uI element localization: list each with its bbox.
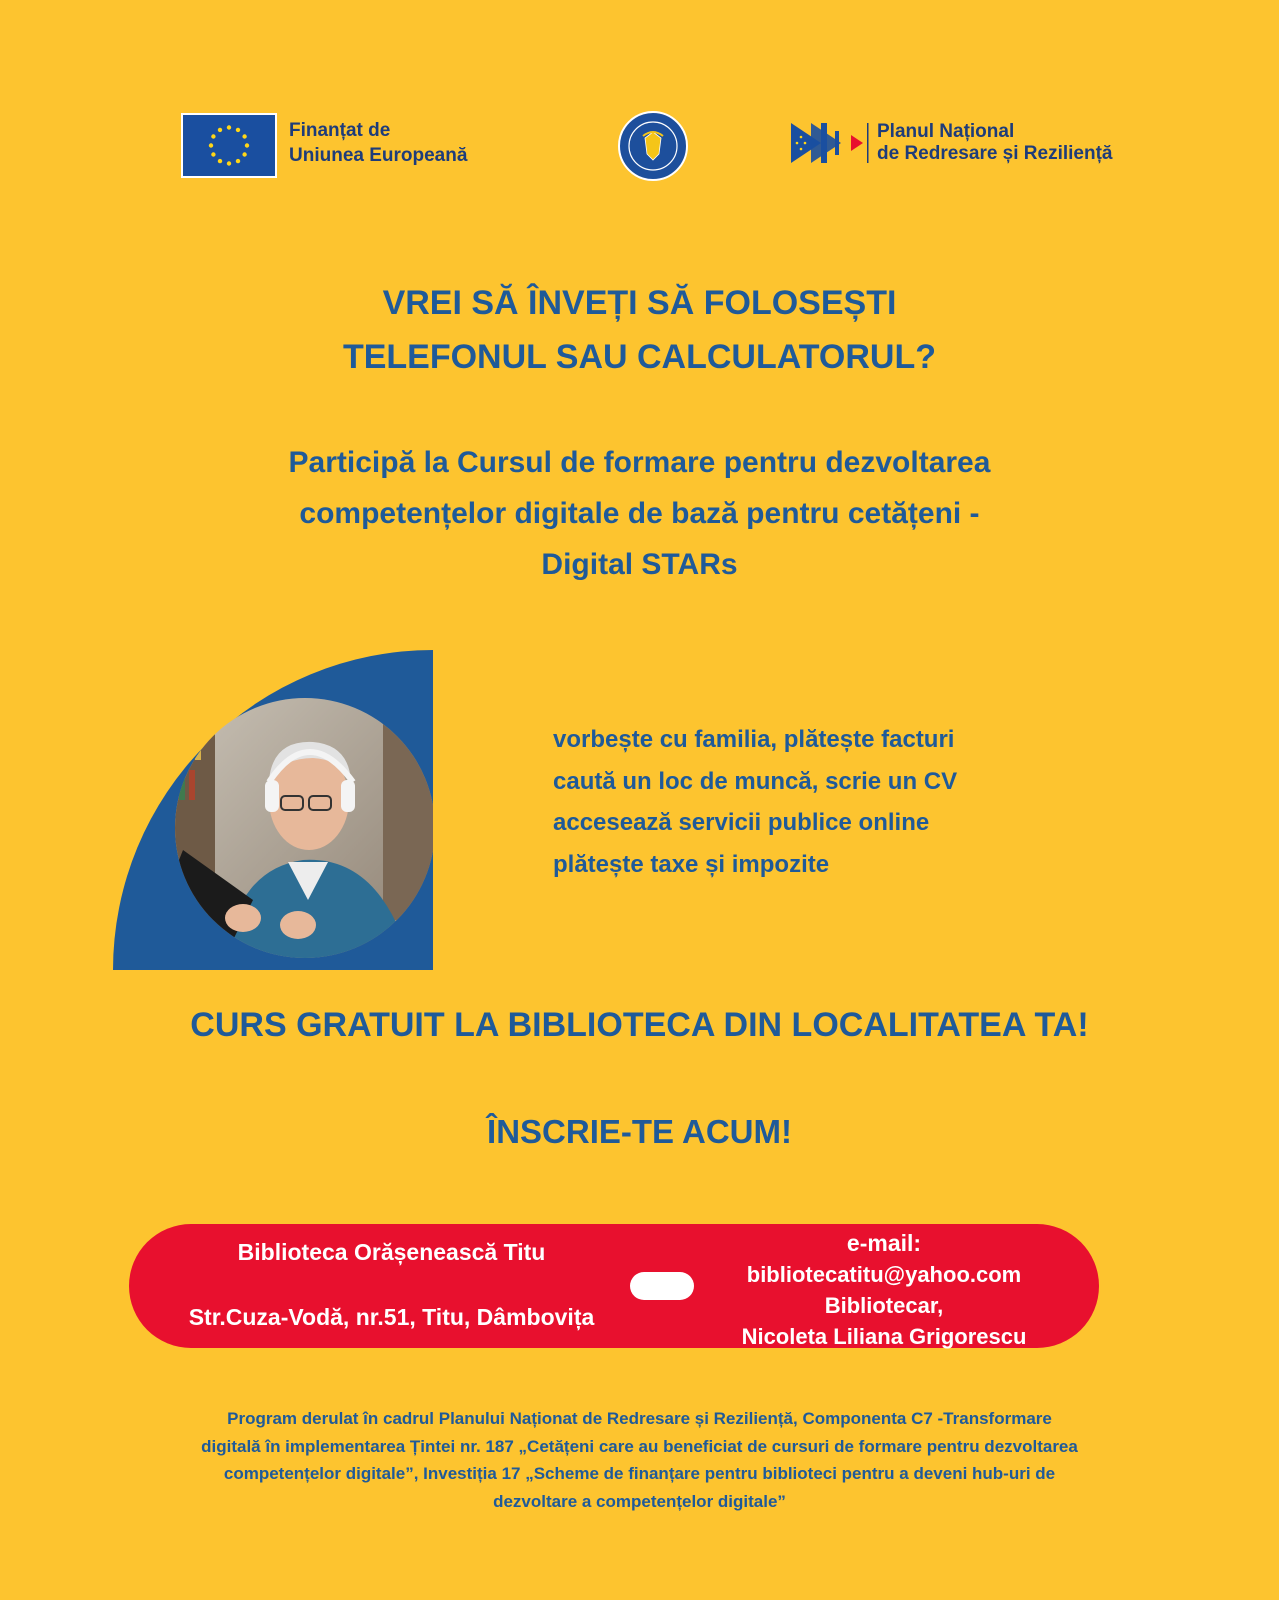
pnrr-label [877, 121, 1113, 165]
eu-star-icon [245, 143, 249, 147]
headline-line-2: TELEFONUL SAU CALCULATORUL? [342, 338, 937, 376]
librarian-name: Nicoleta Liliana Grigorescu [741, 1324, 1027, 1349]
eu-star-icon [227, 161, 231, 165]
eu-star-icon [227, 125, 231, 129]
email-address[interactable]: bibliotecatitu@yahoo.com [746, 1262, 1022, 1287]
pnrr-logo-icon [791, 121, 871, 165]
program-footnote [150, 1405, 1129, 1515]
eu-line-1: Finanțat de [289, 120, 391, 141]
benefit-item: plătește taxe și impozite [553, 850, 830, 878]
toggle-shape [630, 1272, 694, 1300]
library-name: Biblioteca Orășenească Titu [237, 1239, 546, 1265]
register-now-headline: ÎNSCRIE-TE ACUM! [487, 1113, 792, 1150]
pnrr-line-2: de Redresare și Reziliență [877, 143, 1113, 164]
eu-star-icon [242, 134, 246, 138]
eu-star-icon [209, 143, 213, 147]
eu-star-icon [236, 159, 240, 163]
library-address: Str.Cuza-Vodă, nr.51, Titu, Dâmbovița [188, 1304, 595, 1330]
benefit-item: caută un loc de muncă, scrie un CV [553, 767, 958, 795]
main-headline [0, 276, 1279, 384]
eu-flag-icon [181, 113, 277, 178]
sub-line-1: Participă la Cursul de formare pentru dezvoltarea [288, 446, 991, 479]
eu-star-icon [218, 128, 222, 132]
footer-line-2: digitală în implementarea Țintei nr. 187 „Cetățeni care au beneficiat de cursuri de formare pentru dezvoltarea [201, 1436, 1078, 1456]
eu-funding-label [289, 118, 467, 168]
sub-line-3: Digital STARs [541, 548, 738, 581]
benefit-item: accesează servicii publice online [553, 809, 930, 836]
benefit-item: vorbește cu familia, plătește facturi [553, 726, 955, 753]
eu-line-2: Uniunea Europeană [289, 145, 468, 166]
librarian-role: Bibliotecar, [824, 1293, 944, 1318]
footer-line-1: Program derulat în cadrul Planului Naționat de Redresare și Reziliență, Componenta C7 -Transformare [227, 1409, 1052, 1428]
senior-with-tablet-photo [113, 650, 433, 970]
course-description [0, 437, 1279, 590]
eu-star-icon [211, 152, 215, 156]
headline-line-1: VREI SĂ ÎNVEȚI SĂ FOLOSEȘTI [382, 284, 897, 322]
eu-star-icon [242, 152, 246, 156]
email-label: e-mail: [846, 1230, 922, 1256]
benefits-list [553, 719, 957, 885]
contact-banner [129, 1224, 1099, 1348]
eu-star-icon [236, 128, 240, 132]
contact-details [699, 1228, 1069, 1352]
sub-line-2: competențelor digitale de bază pentru cetățeni - [299, 497, 980, 530]
government-seal-icon [617, 110, 689, 182]
eu-star-icon [211, 134, 215, 138]
footer-line-3: competențelor digitale”, Investiția 17 „Scheme de finanțare pentru biblioteci pentru a deveni hub-uri de [223, 1464, 1056, 1483]
eu-star-icon [218, 159, 222, 163]
pnrr-line-1: Planul Național [877, 121, 1015, 142]
footer-line-4: dezvoltare a competențelor digitale” [493, 1491, 786, 1511]
free-course-headline: CURS GRATUIT LA BIBLIOTECA DIN LOCALITATEA TA! [190, 1006, 1089, 1044]
